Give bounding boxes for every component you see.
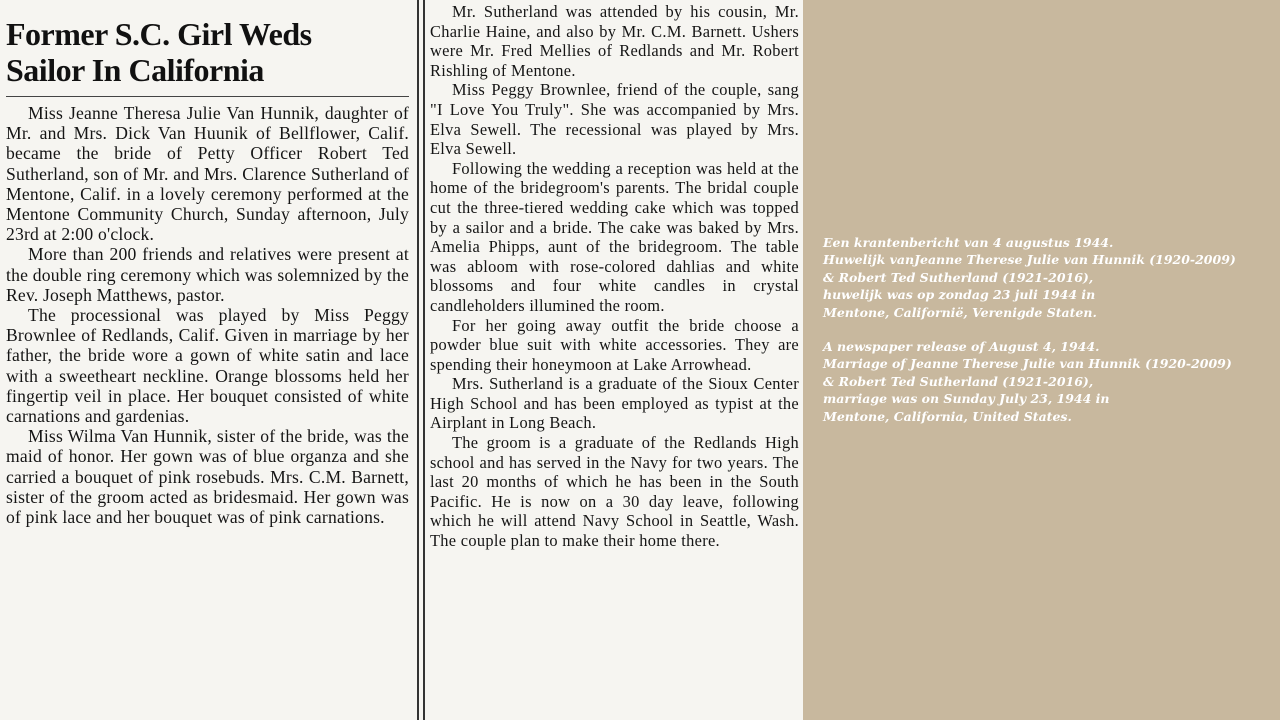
article-paragraph: For her going away outfit the bride choose a powder blue suit with white accessories. They are spending their honeymoon at Lake Arrowhead.: [430, 315, 799, 374]
column-rule: [423, 0, 425, 720]
caption-spacer: [823, 321, 1273, 338]
article-paragraph: The processional was played by Miss Peggy Brownlee of Redlands, Calif. Given in marriage by her father, the bride wore a gown of white satin and lace with a sweetheart neckline. Orange blossoms held her fingertip veil in place. Her bouquet consisted of white carnations and gardenias.: [6, 305, 409, 427]
column-rule: [417, 0, 419, 720]
article-paragraph: Miss Peggy Brownlee, friend of the couple, sang "I Love You Truly". She was accompanied by Mrs. Elva Sewell. The recessional was played by Mrs. Elva Sewell.: [430, 80, 799, 159]
article-paragraph: Mr. Sutherland was attended by his cousin, Mr. Charlie Haine, and also by Mr. C.M. Barnett. Ushers were Mr. Fred Mellies of Redlands and Mr. Robert Rishling of Mentone.: [430, 2, 799, 80]
caption-panel: [823, 234, 1273, 425]
article-headline: Former S.C. Girl Weds Sailor In California: [6, 16, 312, 88]
article-paragraph: More than 200 friends and relatives were present at the double ring ceremony which was solemnized by the Rev. Joseph Matthews, pastor.: [6, 244, 409, 305]
article-paragraph: Miss Wilma Van Hunnik, sister of the bride, was the maid of honor. Her gown was of blue organza and she carried a bouquet of pink rosebuds. Mrs. C.M. Barnett, sister of the groom acted as bridesmaid. Her gown was of pink lace and her bouquet was of pink carnations.: [6, 426, 409, 528]
caption-english: A newspaper release of August 4, 1944. Marriage of Jeanne Therese Julie van Hunnik (1920-2009) & Robert Ted Sutherland (1921-2016), marriage was on Sunday July 23, 1944 in Mentone, California, United States.: [823, 339, 1232, 424]
headline-box: [6, 16, 409, 97]
article-paragraph: Miss Jeanne Theresa Julie Van Hunnik, daughter of Mr. and Mrs. Dick Van Huunik of Bellflower, Calif. became the bride of Petty Officer Robert Ted Sutherland, son of Mr. and Mrs. Clarence Sutherland of Mentone, Calif. in a lovely ceremony performed at the Mentone Community Church, Sunday afternoon, July 23rd at 2:00 o'clock.: [6, 103, 409, 245]
caption-dutch: Een krantenbericht van 4 augustus 1944. Huwelijk vanJeanne Therese Julie van Hunnik (1920-2009) & Robert Ted Sutherland (1921-2016), huwelijk was op zondag 23 juli 1944 in Mentone, Californië, Verenigde Staten.: [823, 235, 1236, 320]
article-paragraph: The groom is a graduate of the Redlands High school and has served in the Navy for two years. The last 20 months of which he has been in the South Pacific. He is now on a 30 day leave, following which he will attend Navy School in Seattle, Wash. The couple plan to make their home there.: [430, 433, 799, 551]
article-column-right: [427, 0, 803, 720]
article-paragraph: Mrs. Sutherland is a graduate of the Sioux Center High School and has been employed as typist at the Airplant in Long Beach.: [430, 374, 799, 433]
article-paragraph: Following the wedding a reception was held at the home of the bridegroom's parents. The bridal couple cut the three-tiered wedding cake which was topped by a sailor and a bride. The cake was baked by Mrs. Amelia Phipps, aunt of the bridegroom. The table was abloom with rose-colored dahlias and white blossoms and four white candles in crystal candleholders illumined the room.: [430, 158, 799, 315]
article-body-left: [6, 103, 409, 527]
article-body-right: [430, 2, 799, 551]
article-column-left: [0, 0, 415, 720]
